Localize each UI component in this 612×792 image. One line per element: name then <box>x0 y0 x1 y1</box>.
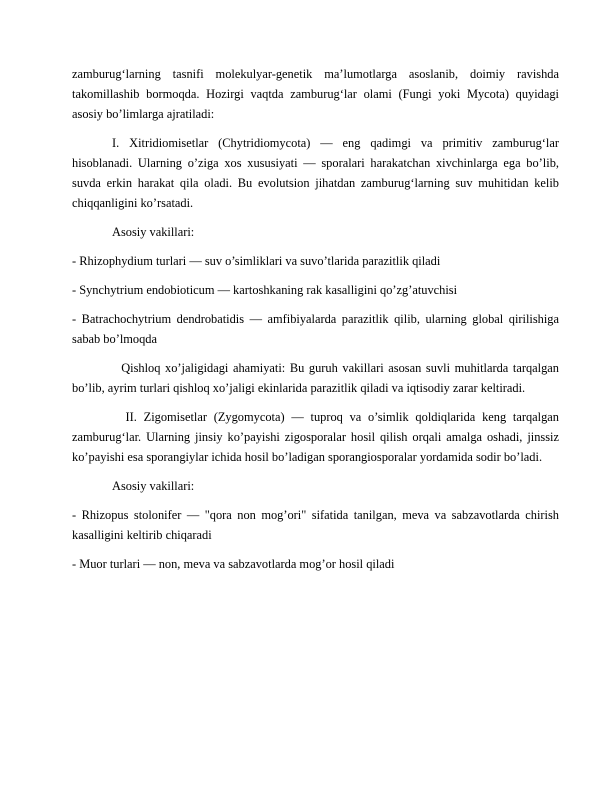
list-item-synchytrium: - Synchytrium endobioticum — kartoshkaning rak kasalligini qo’zg’atuvchisi <box>72 283 458 297</box>
paragraph-chytridiomycota: I. Xitridiomisetlar (Chytridiomycota) — eng qadimgi va primitiv zamburug‘lar hisoblanadi. Ularning o’ziga xos xususiyati — sporalari harakatchan xivchinlarga ega bo’lib, suvda erkin harakat qila oladi. Bu evolutsion jihatdan zamburug‘larning suv muhitidan kelib chiqqanligini ko’rsatadi. <box>72 136 559 210</box>
heading-main-representatives-1: Asosiy vakillari: <box>112 225 195 239</box>
list-item-rhizophydium: - Rhizophydium turlari — suv o’simliklari va suvo’tlarida parazitlik qiladi <box>72 254 441 268</box>
paragraph-zygomycota: II. Zigomisetlar (Zygomycota) — tuproq va o’simlik qoldiqlarida keng tarqalgan zamburug‘lar. Ularning jinsiy ko’payishi zigosporalar hosil qilish orqali amalga oshadi, jinssiz ko’payishi esa sporangiylar ichida hosil bo’ladigan sporangiosporalar yordamida sodir bo’ladi. <box>72 410 563 464</box>
list-item-muor: - Muor turlari — non, meva va sabzavotlarda mog’or hosil qiladi <box>72 557 395 571</box>
list-item-rhizopus: - Rhizopus stolonifer — "qora non mog’ori" sifatida tanilgan, meva va sabzavotlarda chirish kasalligini keltirib chiqaradi <box>72 508 559 542</box>
paragraph-intro: zamburug‘larning tasnifi molekulyar-genetik ma’lumotlarga asoslanib, doimiy ravishda takomillashib bormoqda. Hozirgi vaqtda zamburug‘lar olami (Fungi yoki Mycota) quyidagi asosiy bo’limlarga ajratiladi: <box>72 67 559 121</box>
list-item-batrachochytrium: - Batrachochytrium dendrobatidis — amfibiyalarda parazitlik qilib, ularning global qirilishiga sabab bo’lmoqda <box>72 312 559 346</box>
document-page <box>72 64 563 583</box>
paragraph-agricultural-importance: Qishloq xo’jaligidagi ahamiyati: Bu guruh vakillari asosan suvli muhitlarda tarqalgan bo’lib, ayrim turlari qishloq xo’jaligi ekinlarida parazitlik qiladi va iqtisodiy zarar keltiradi. <box>72 361 563 395</box>
heading-main-representatives-2: Asosiy vakillari: <box>112 479 195 493</box>
